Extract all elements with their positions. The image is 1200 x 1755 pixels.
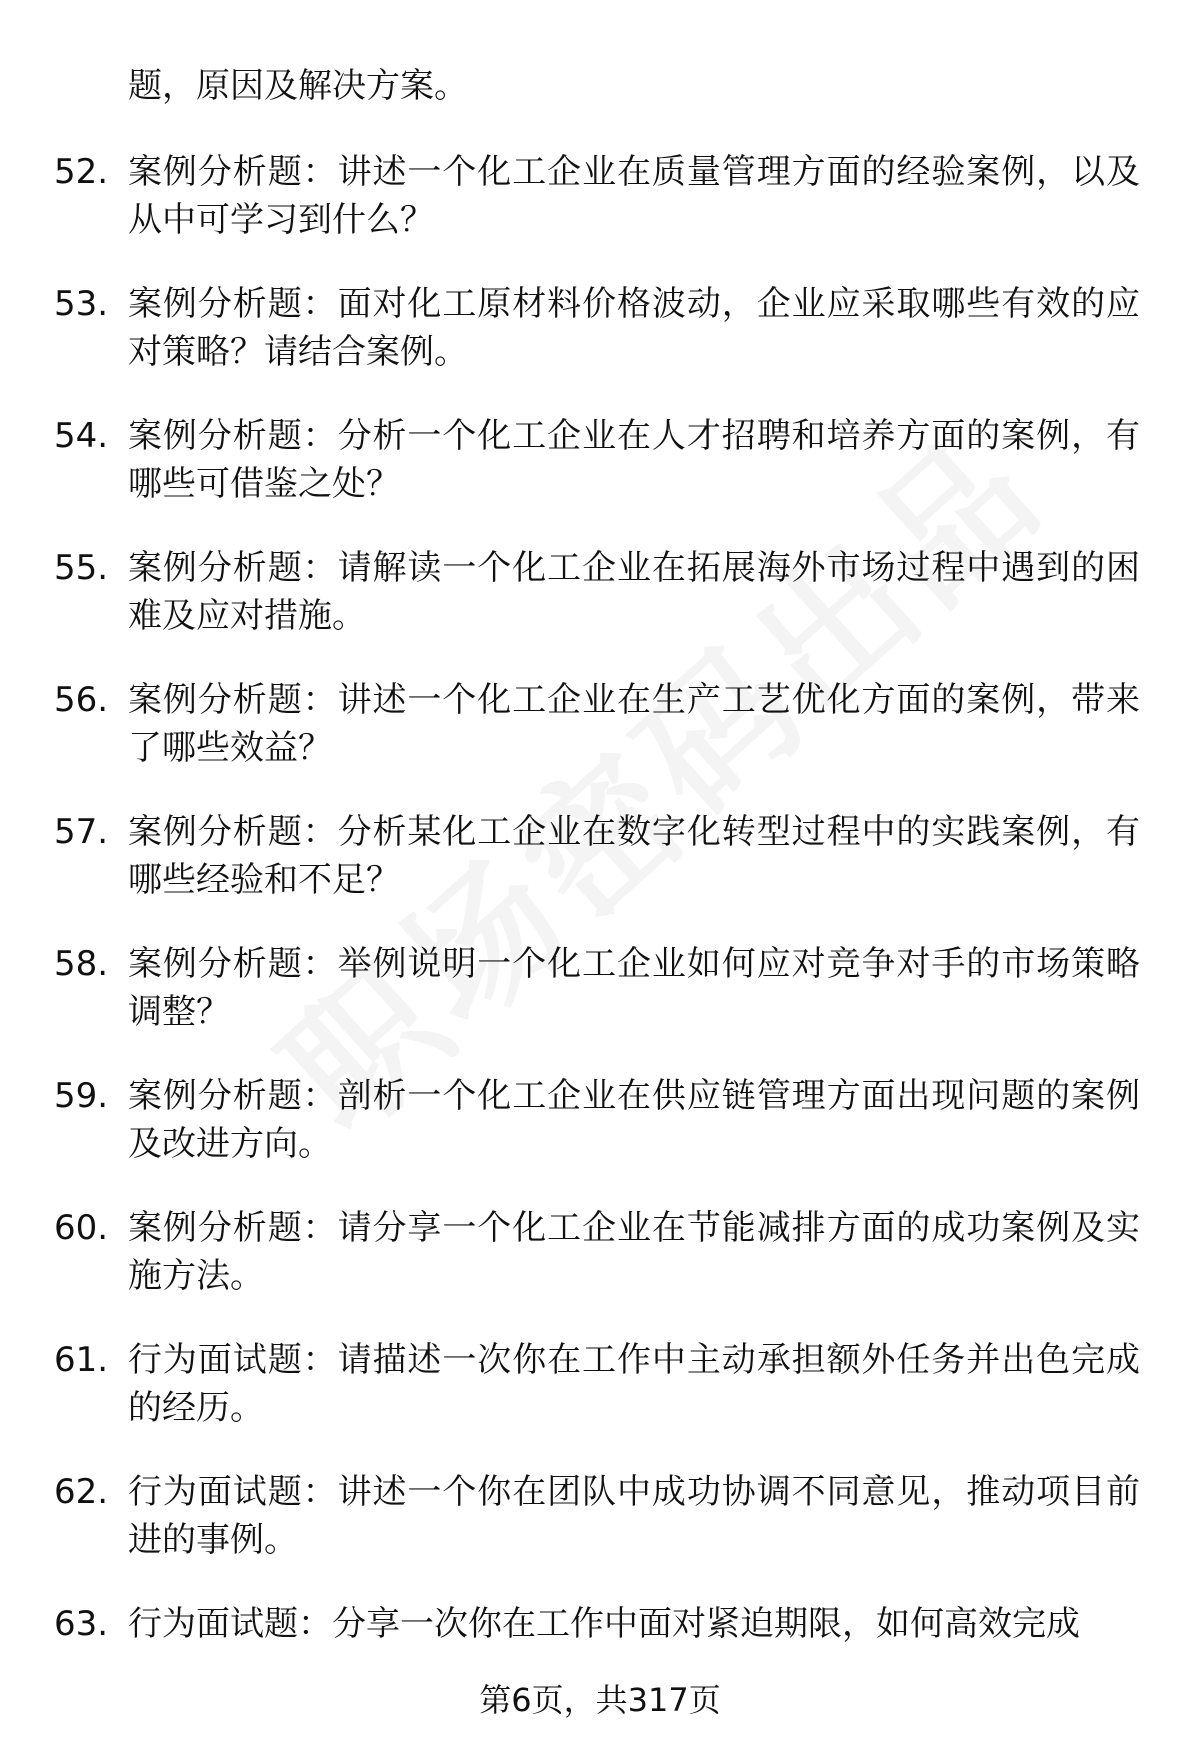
question-number: 60.: [54, 1208, 109, 1248]
continuation-text: 题，原因及解决方案。: [128, 66, 468, 106]
question-item: [0, 940, 1200, 1072]
question-item: [0, 676, 1200, 808]
question-text: 案例分析题：剖析一个化工企业在供应链管理方面出现问题的案例及改进方向。: [128, 1076, 1140, 1164]
question-text: 案例分析题：分析一个化工企业在人才招聘和培养方面的案例，有哪些可借鉴之处？: [128, 416, 1140, 504]
question-number: 53.: [54, 284, 109, 324]
question-number: 57.: [54, 812, 109, 852]
question-text: 行为面试题：分享一次你在工作中面对紧迫期限，如何高效完成: [128, 1604, 1080, 1644]
question-item: [0, 1072, 1200, 1204]
question-item: [0, 1336, 1200, 1468]
question-number: 55.: [54, 548, 109, 588]
question-text: 行为面试题：讲述一个你在团队中成功协调不同意见，推动项目前进的事例。: [128, 1472, 1140, 1560]
question-number: 58.: [54, 944, 109, 984]
question-number: 52.: [54, 152, 109, 192]
question-item: [0, 808, 1200, 940]
question-item: [0, 280, 1200, 412]
question-text: 案例分析题：讲述一个化工企业在生产工艺优化方面的案例，带来了哪些效益？: [128, 680, 1140, 768]
question-item: [0, 412, 1200, 544]
question-text: 行为面试题：请描述一次你在工作中主动承担额外任务并出色完成的经历。: [128, 1340, 1140, 1428]
question-number: 54.: [54, 416, 109, 456]
question-text: 案例分析题：面对化工原材料价格波动，企业应采取哪些有效的应对策略？请结合案例。: [128, 284, 1140, 372]
question-list: [0, 148, 1200, 1732]
question-item: [0, 1468, 1200, 1600]
question-text: 案例分析题：分析某化工企业在数字化转型过程中的实践案例，有哪些经验和不足？: [128, 812, 1140, 900]
question-text: 案例分析题：请解读一个化工企业在拓展海外市场过程中遇到的困难及应对措施。: [128, 548, 1140, 636]
question-text: 案例分析题：举例说明一个化工企业如何应对竞争对手的市场策略调整？: [128, 944, 1140, 1032]
question-number: 56.: [54, 680, 109, 720]
question-item: [0, 544, 1200, 676]
question-number: 61.: [54, 1340, 109, 1380]
question-number: 63.: [54, 1604, 109, 1644]
page-footer: 第6页，共317页: [479, 1681, 721, 1719]
question-item: [0, 1204, 1200, 1336]
question-number: 62.: [54, 1472, 109, 1512]
question-number: 59.: [54, 1076, 109, 1116]
question-item: [0, 148, 1200, 280]
question-text: 案例分析题：讲述一个化工企业在质量管理方面的经验案例，以及从中可学习到什么？: [128, 152, 1140, 240]
question-text: 案例分析题：请分享一个化工企业在节能减排方面的成功案例及实施方法。: [128, 1208, 1140, 1296]
